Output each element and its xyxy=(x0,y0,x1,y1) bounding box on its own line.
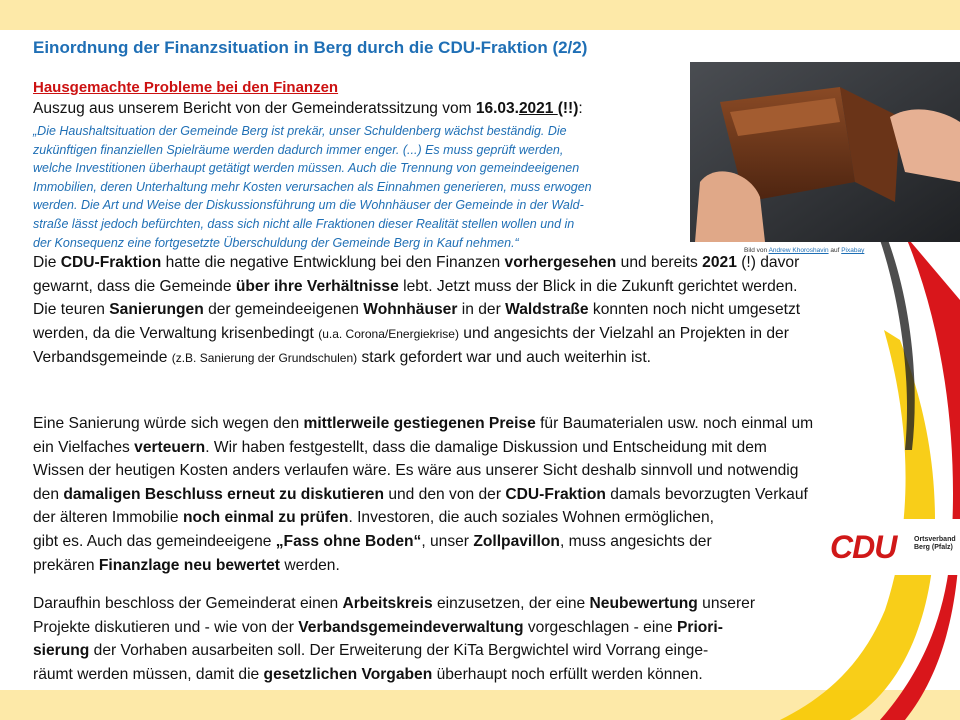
text-run: Verbandsgemeinde xyxy=(33,349,172,367)
text-run: damals bevorzugten Verkauf xyxy=(605,485,808,503)
text-run: lebt. Jetzt muss der Blick in die Zukunft gerichtet werden. xyxy=(398,277,798,295)
text-run: prekären xyxy=(33,556,99,574)
section-heading: Hausgemachte Probleme bei den Finanzen xyxy=(33,79,339,96)
bold-run: Verbandsgemeindeverwaltung xyxy=(298,618,524,636)
text-run: in der xyxy=(457,301,506,319)
bold-run: damaligen Beschluss erneut zu diskutieren xyxy=(63,485,384,503)
credit-middle: auf xyxy=(828,247,842,254)
text-line xyxy=(33,639,755,663)
text-line xyxy=(33,275,800,299)
text-run: und bereits xyxy=(616,254,703,271)
text-run: Eine Sanierung würde sich wegen den xyxy=(33,415,304,432)
text-run: werden. xyxy=(280,556,340,574)
bold-run: Arbeitskreis xyxy=(342,595,433,612)
quote-line: „Die Haushaltsituation der Gemeinde Berg ist prekär, unser Schuldenberg wächst beständig. Die xyxy=(33,124,567,138)
bold-run: Waldstraße xyxy=(505,301,589,319)
intro-text: Auszug aus unserem Bericht von der Gemeinderatssitzung vom xyxy=(33,100,476,117)
logo-subtitle xyxy=(914,536,956,552)
small-run: (z.B. Sanierung der Grundschulen) xyxy=(171,351,358,366)
intro-exclaim: (!!) xyxy=(557,100,579,117)
text-run: . Investoren, die auch soziales Wohnen ermöglichen, xyxy=(348,509,714,527)
bold-run: CDU-Fraktion xyxy=(60,254,162,271)
text-line xyxy=(33,592,755,616)
text-run: ein Vielfaches xyxy=(33,438,135,456)
intro-date-a: 16.03. xyxy=(475,100,519,117)
bold-run: mittlerweile gestiegenen Preise xyxy=(303,415,536,432)
page-title: Einordnung der Finanzsituation in Berg durch die CDU-Fraktion (2/2) xyxy=(33,38,588,57)
text-run: Daraufhin beschloss der Gemeinderat einen xyxy=(33,595,343,612)
paragraph-working-group xyxy=(33,592,755,686)
text-line xyxy=(33,506,813,530)
text-run: gewarnt, dass die Gemeinde xyxy=(33,277,236,295)
credit-prefix: Bild von xyxy=(744,247,769,254)
text-run: Projekte diskutieren und - wie von der xyxy=(33,618,299,636)
bold-run: vorhergesehen xyxy=(504,254,617,271)
logo-line1: Ortsverband xyxy=(914,536,956,543)
intro-date-b: 2021 xyxy=(518,100,558,117)
text-run: gibt es. Auch das gemeindeeigene xyxy=(33,532,276,550)
text-run: stark gefordert war und auch weiterhin ist. xyxy=(357,349,651,367)
paragraph-renovation xyxy=(33,412,813,577)
text-run: für Baumaterialen usw. noch einmal um xyxy=(535,415,814,432)
text-run: der älteren Immobilie xyxy=(33,509,183,527)
text-run: , unser xyxy=(421,532,474,550)
credit-site-link[interactable]: Pixabay xyxy=(841,247,865,254)
text-run: der gemeindeeigenen xyxy=(203,301,364,319)
intro-line xyxy=(33,100,583,118)
text-run: unserer xyxy=(697,595,756,612)
bold-run: verteuern xyxy=(134,438,206,456)
text-run: einzusetzen, der eine xyxy=(432,595,590,612)
text-run: den xyxy=(33,485,64,503)
bold-run: Wohnhäuser xyxy=(363,301,458,319)
text-run: und den von der xyxy=(384,485,506,503)
bold-run: Neubewertung xyxy=(589,595,698,612)
text-line xyxy=(33,436,813,460)
text-run: Wissen der heutigen Kosten anders verlaufen wäre. Es wäre aus unserer Sicht deshalb sinnvoll und notwendig xyxy=(33,462,799,480)
text-line xyxy=(33,663,755,687)
text-line xyxy=(33,554,813,578)
text-line xyxy=(33,530,813,554)
text-run: konnten noch nicht umgesetzt xyxy=(588,301,801,319)
logo-line2: Berg (Pfalz) xyxy=(914,544,953,551)
text-run: . Wir haben festgestellt, dass die damalige Diskussion und Entscheidung mit dem xyxy=(205,438,767,456)
bold-run: 2021 xyxy=(702,254,737,271)
text-line xyxy=(33,298,800,322)
text-run: räumt werden müssen, damit die xyxy=(33,665,264,683)
text-run: der Vorhaben ausarbeiten soll. Der Erweiterung der KiTa Bergwichtel wird Vorrang einge- xyxy=(89,642,709,660)
text-run: vorgeschlagen - eine xyxy=(523,618,677,636)
small-run: (u.a. Corona/Energiekrise) xyxy=(318,326,459,341)
text-line xyxy=(33,412,813,436)
bold-run: sierung xyxy=(33,642,90,660)
text-run: , muss angesichts der xyxy=(559,532,712,550)
bold-run: Zollpavillon xyxy=(473,532,560,550)
intro-colon: : xyxy=(578,100,583,117)
paragraph-forecast xyxy=(33,251,800,371)
credit-author-link[interactable]: Andrew Khoroshavin xyxy=(768,247,829,254)
quote-line: straße lässt jedoch befürchten, dass sich nicht alle Fraktionen dieser Realität stellen wollen und in xyxy=(33,216,575,231)
quote-line: welche Investitionen überhaupt getätigt werden müssen. Auch die Trennung von gemeindeeigenen xyxy=(33,161,580,176)
bold-run: Sanierungen xyxy=(109,301,204,319)
text-run: Die teuren xyxy=(33,301,110,319)
bold-run: Priori- xyxy=(676,618,723,636)
report-quote xyxy=(33,122,688,252)
quote-line: zukünftigen finanziellen Spielräume werden dadurch immer enger. (...) Es muss geprüft werden, xyxy=(33,142,564,157)
cdu-logo xyxy=(826,519,960,575)
text-line xyxy=(33,346,800,371)
bold-run: gesetzlichen Vorgaben xyxy=(263,665,433,683)
bold-run: Finanzlage neu bewertet xyxy=(98,556,280,574)
bold-run: noch einmal zu prüfen xyxy=(182,509,349,527)
bold-run: über ihre Verhältnisse xyxy=(235,277,399,295)
empty-wallet-photo xyxy=(690,62,960,242)
text-line xyxy=(33,251,800,275)
text-run: hatte die negative Entwicklung bei den Finanzen xyxy=(161,254,505,271)
text-run: (!) davor xyxy=(736,254,800,271)
text-line xyxy=(33,616,755,640)
text-run: werden, da die Verwaltung krisenbedingt xyxy=(33,324,319,342)
quote-line: Immobilien, deren Unterhaltung mehr Kosten verursachen als Einnahmen generieren, muss erwogen xyxy=(33,179,592,194)
logo-mark: CDU xyxy=(830,529,897,565)
text-line xyxy=(33,483,813,507)
text-line xyxy=(33,322,800,347)
quote-line: der Konsequenz eine fortgesetzte Überschuldung der Gemeinde Berg in Kauf nehmen.“ xyxy=(33,235,519,250)
bold-run: „Fass ohne Boden“ xyxy=(275,532,422,550)
text-line xyxy=(33,459,813,483)
quote-line: werden. Die Art und Weise der Diskussionsführung um die Wohnhäuser der Gemeinde in der Wald- xyxy=(33,198,584,213)
text-run: überhaupt noch erfüllt werden können. xyxy=(432,665,703,683)
text-run: Die xyxy=(33,254,61,271)
text-run: und angesichts der Vielzahl an Projekten in der xyxy=(458,324,789,342)
bold-run: CDU-Fraktion xyxy=(505,485,606,503)
